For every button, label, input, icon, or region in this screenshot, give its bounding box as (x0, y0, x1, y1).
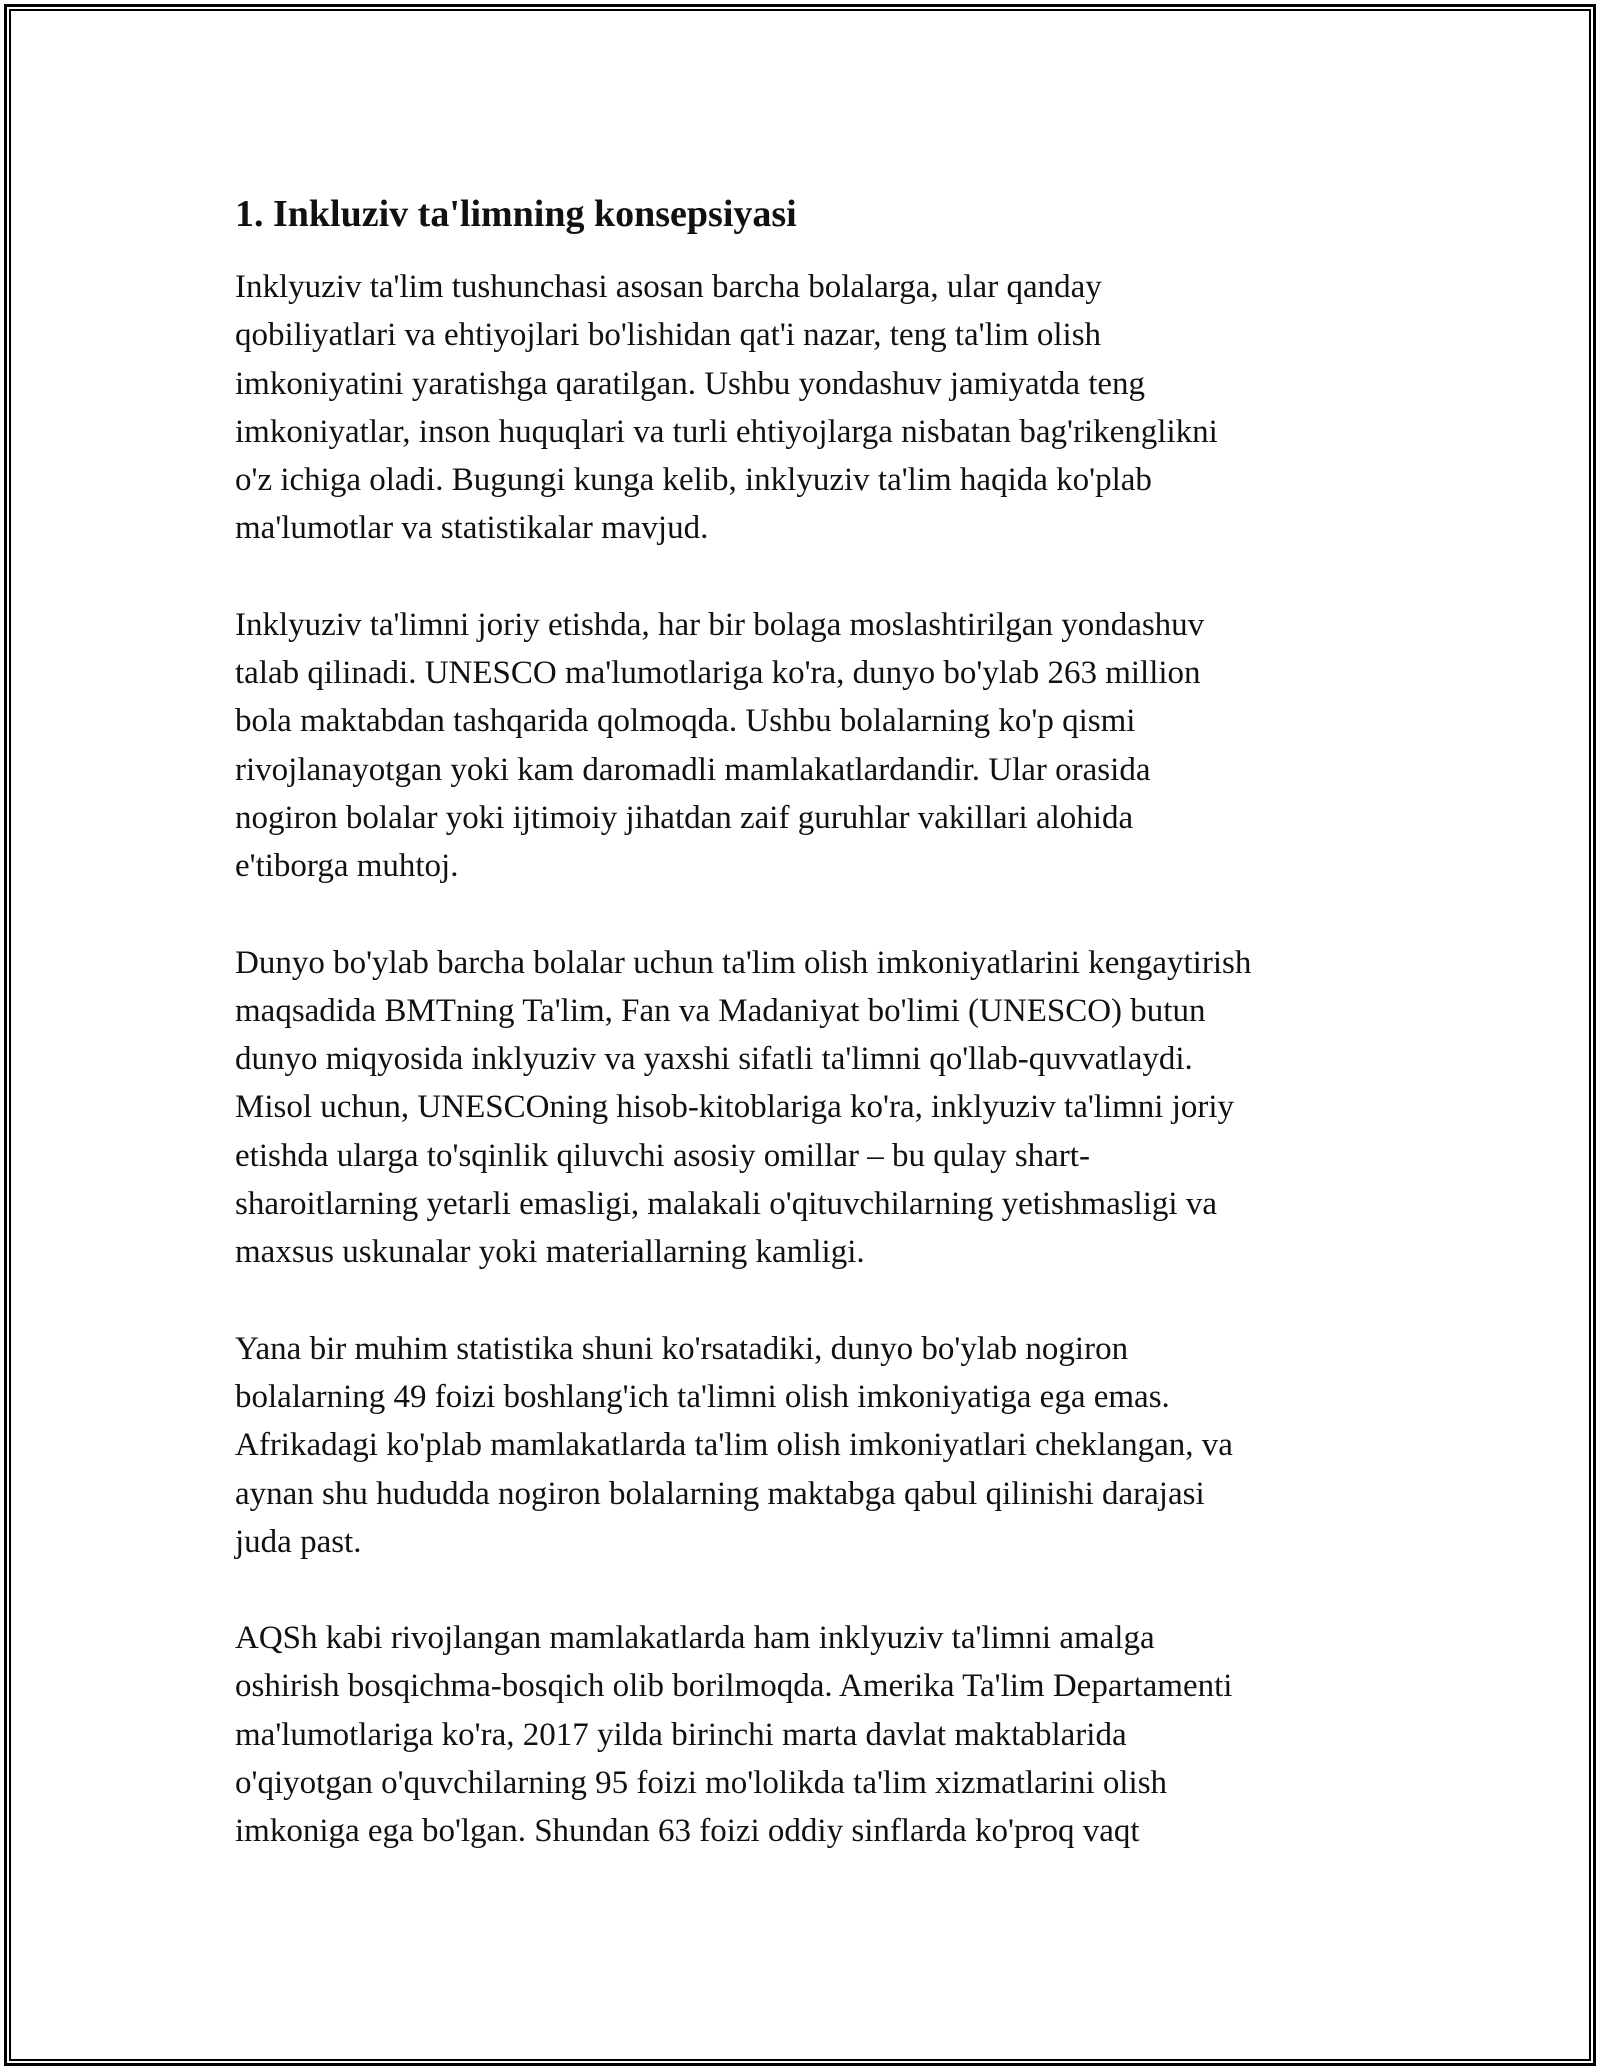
text-line: imkoniyatlar, inson huquqlari va turli ehtiyojlarga nisbatan bag'rikenglikni (235, 413, 1218, 450)
paragraph-3 (235, 939, 1385, 1277)
paragraph-1 (235, 263, 1385, 553)
text-line: Yana bir muhim statistika shuni ko'rsatadiki, dunyo bo'ylab nogiron (235, 1330, 1129, 1367)
text-line: nogiron bolalar yoki ijtimoiy jihatdan zaif guruhlar vakillari alohida (235, 799, 1134, 836)
text-line: ma'lumotlar va statistikalar mavjud. (235, 510, 709, 547)
text-line: Afrikadagi ko'plab mamlakatlarda ta'lim olish imkoniyatlari cheklangan, va (235, 1427, 1233, 1464)
paragraph-5 (235, 1614, 1385, 1855)
text-line: maqsadida BMTning Ta'lim, Fan va Madaniyat bo'limi (UNESCO) butun (235, 992, 1206, 1029)
text-line: dunyo miqyosida inklyuziv va yaxshi sifatli ta'limni qo'llab-quvvatlaydi. (235, 1041, 1193, 1078)
text-line: ma'lumotlariga ko'ra, 2017 yilda birinchi marta davlat maktablarida (235, 1716, 1127, 1753)
text-line: bolalarning 49 foizi boshlang'ich ta'limni olish imkoniyatiga ega emas. (235, 1378, 1170, 1415)
paragraph-4 (235, 1325, 1385, 1566)
text-line: e'tiborga muhtoj. (235, 848, 459, 885)
text-line: Inklyuziv ta'limni joriy etishda, har bir bolaga moslashtirilgan yondashuv (235, 606, 1205, 643)
text-line: etishda ularga to'sqinlik qiluvchi asosiy omillar – bu qulay shart- (235, 1137, 1090, 1174)
text-line: o'qiyotgan o'quvchilarning 95 foizi mo'lolikda ta'lim xizmatlarini olish (235, 1765, 1168, 1802)
text-line: o'z ichiga oladi. Bugungi kunga kelib, inklyuziv ta'lim haqida ko'plab (235, 462, 1152, 499)
text-line: qobiliyatlari va ehtiyojlari bo'lishidan qat'i nazar, teng ta'lim olish (235, 317, 1102, 354)
text-line: Dunyo bo'ylab barcha bolalar uchun ta'lim olish imkoniyatlarini kengaytirish (235, 944, 1252, 981)
text-line: bola maktabdan tashqarida qolmoqda. Ushbu bolalarning ko'p qismi (235, 703, 1136, 740)
section-heading: 1. Inkluziv ta'limning konsepsiyasi (235, 193, 797, 235)
text-line: imkoniyatini yaratishga qaratilgan. Ushbu yondashuv jamiyatda teng (235, 365, 1146, 402)
text-line: Inklyuziv ta'lim tushunchasi asosan barcha bolalarga, ular qanday (235, 269, 1102, 305)
text-line: sharoitlarning yetarli emasligi, malakali o'qituvchilarning yetishmasligi va (235, 1186, 1217, 1223)
text-line: talab qilinadi. UNESCO ma'lumotlariga ko'ra, dunyo bo'ylab 263 million (235, 655, 1201, 692)
text-line: aynan shu hududda nogiron bolalarning maktabga qabul qilinishi darajasi (235, 1475, 1205, 1512)
paragraph-2 (235, 601, 1385, 891)
text-line: AQSh kabi rivojlangan mamlakatlarda ham inklyuziv ta'limni amalga (235, 1620, 1155, 1657)
text-line: oshirish bosqichma-bosqich olib borilmoqda. Amerika Ta'lim Departamenti (235, 1668, 1233, 1705)
document-body (235, 185, 1385, 1904)
text-line: Misol uchun, UNESCOning hisob-kitoblariga ko'ra, inklyuziv ta'limni joriy (235, 1089, 1235, 1126)
text-line: imkoniga ega bo'lgan. Shundan 63 foizi oddiy sinflarda ko'proq vaqt (235, 1813, 1140, 1850)
text-line: maxsus uskunalar yoki materiallarning kamligi. (235, 1234, 865, 1271)
text-line: juda past. (235, 1523, 362, 1560)
text-line: rivojlanayotgan yoki kam daromadli mamlakatlardandir. Ular orasida (235, 751, 1151, 788)
